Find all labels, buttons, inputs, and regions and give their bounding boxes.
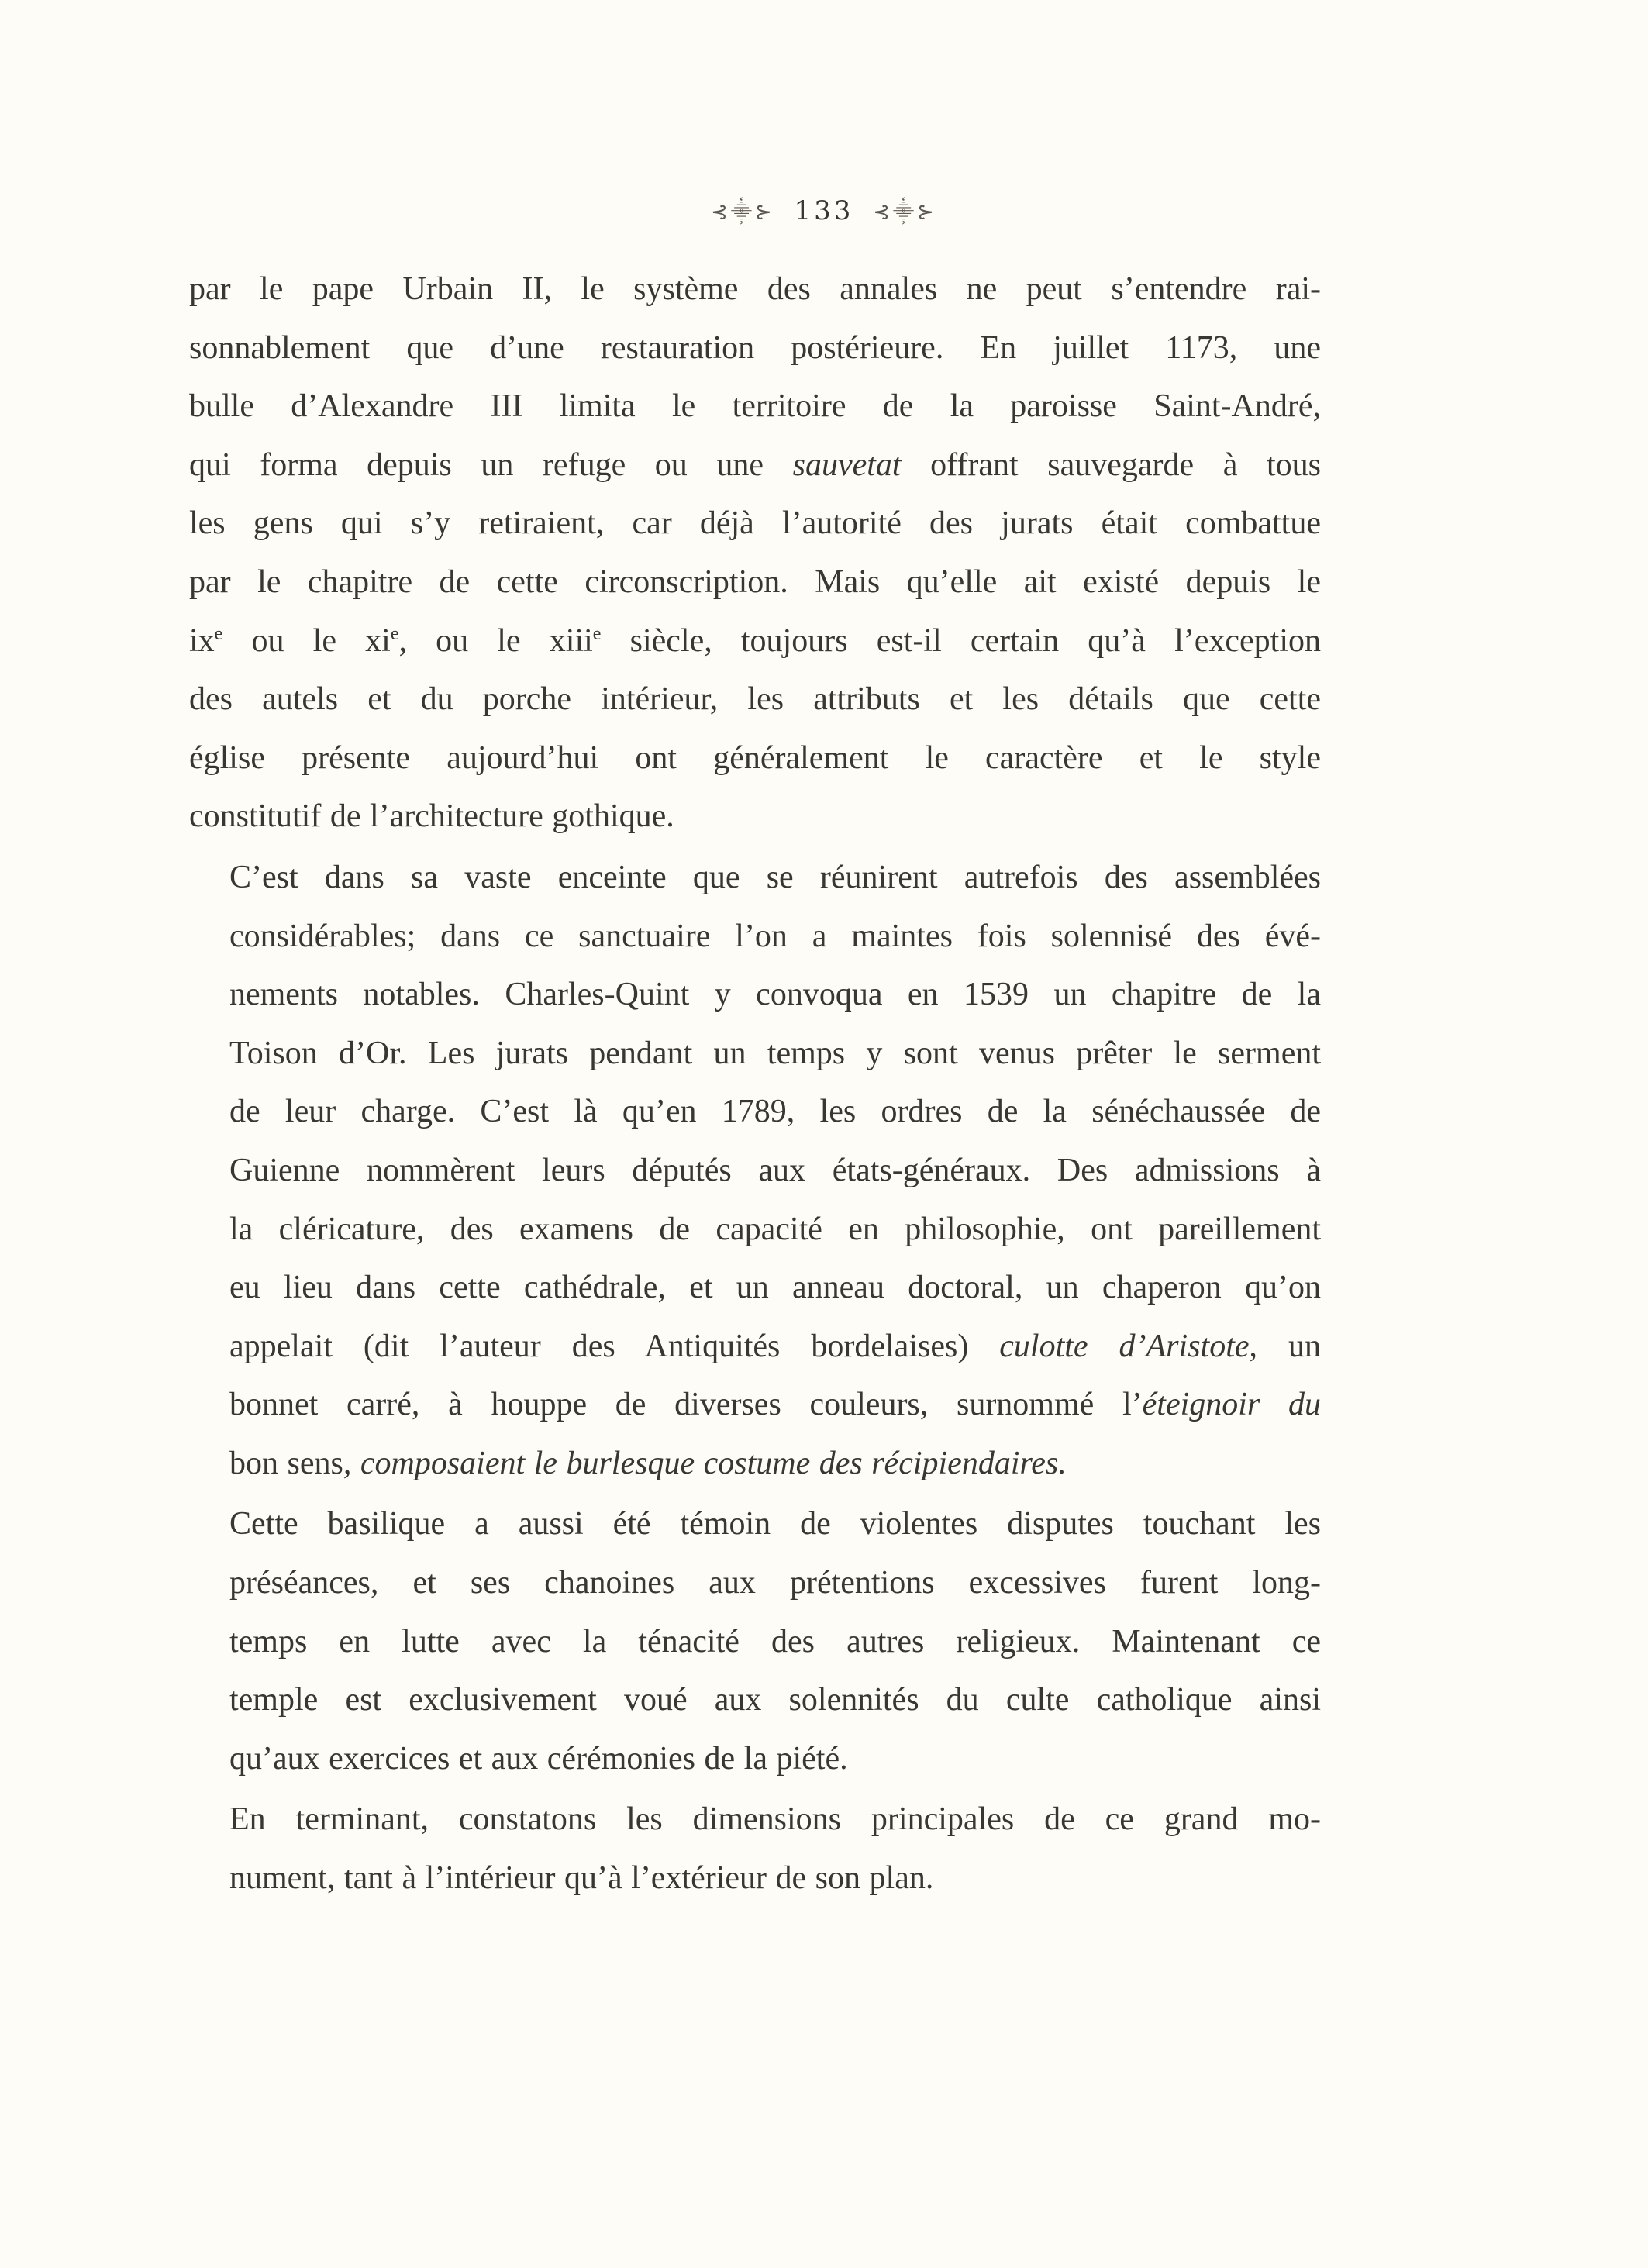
text-line: préséances, et ses chanoines aux prétentions excessives furent long- — [229, 1565, 1321, 1601]
text-line: de leur charge. C’est là qu’en 1789, les ordres de la sénéchaussée de — [229, 1094, 1321, 1130]
text-line: Toison d’Or. Les jurats pendant un temps y sont venus prêter le serment — [229, 1035, 1321, 1071]
body-text — [189, 260, 1321, 1908]
text-line: bon sens, composaient le burlesque costume des récipiendaires. — [229, 1445, 1067, 1481]
text-line: constitutif de l’architecture gothique. — [189, 798, 674, 835]
text-line: qui forma depuis un refuge ou une sauvetat offrant sauvegarde à tous — [189, 446, 1321, 483]
paragraph-3 — [189, 1495, 1321, 1788]
text-line: Guienne nommèrent leurs députés aux états-généraux. Des admissions à — [229, 1152, 1321, 1188]
text-line: C’est dans sa vaste enceinte que se réunirent autrefois des assemblées — [229, 859, 1321, 895]
text-line: appelait (dit l’auteur des Antiquités bordelaises) culotte d’Aristote, un — [229, 1328, 1322, 1364]
page-header — [0, 194, 1648, 226]
text-line: la cléricature, des examens de capacité en philosophie, ont pareillement — [229, 1211, 1321, 1247]
text-line: nument, tant à l’intérieur qu’à l’extérieur de son plan. — [229, 1860, 934, 1897]
text-line: nements notables. Charles-Quint y convoqua en 1539 un chapitre de la — [229, 977, 1321, 1013]
text-line: Cette basilique a aussi été témoin de violentes disputes touchant les — [229, 1506, 1321, 1542]
text-line: temps en lutte avec la ténacité des autres religieux. Maintenant ce — [229, 1623, 1321, 1660]
left-ornament: ⊰⸎⊱ — [711, 201, 775, 224]
text-line: par le pape Urbain II, le système des annales ne peut s’entendre rai- — [189, 271, 1321, 307]
page-number: 133 — [794, 195, 854, 226]
text-line: considérables; dans ce sanctuaire l’on a maintes fois solennisé des évé- — [229, 918, 1321, 954]
text-line: des autels et du porche intérieur, les attributs et les détails que cette — [189, 681, 1321, 718]
text-line: église présente aujourd’hui ont généralement le caractère et le style — [189, 739, 1321, 776]
text-line: bonnet carré, à houppe de diverses couleurs, surnommé l’éteignoir du — [229, 1387, 1321, 1423]
text-line: bulle d’Alexandre III limita le territoire de la paroisse Saint-André, — [189, 388, 1321, 425]
paragraph-4 — [189, 1791, 1321, 1908]
paragraph-1 — [189, 260, 1321, 846]
text-line: qu’aux exercices et aux cérémonies de la piété. — [229, 1740, 848, 1777]
right-ornament: ⊰⸎⊱ — [873, 201, 937, 224]
text-line: par le chapitre de cette circonscription. Mais qu’elle ait existé depuis le — [189, 564, 1321, 600]
text-line: eu lieu dans cette cathédrale, et un anneau doctoral, un chaperon qu’on — [229, 1270, 1321, 1306]
text-line: $ix^e$ ou le $xi^e$, ou le xiii$^e$ siècle, toujours est-il certain qu’à l’exception — [189, 622, 1321, 659]
text-line: En terminant, constatons les dimensions principales de ce grand mo- — [229, 1801, 1321, 1838]
text-line: sonnablement que d’une restauration postérieure. En juillet 1173, une — [189, 329, 1321, 366]
text-line: temple est exclusivement voué aux solennités du culte catholique ainsi — [229, 1682, 1321, 1718]
text-line: les gens qui s’y retiraient, car déjà l’autorité des jurats était combattue — [189, 505, 1321, 542]
paragraph-2 — [189, 849, 1321, 1494]
